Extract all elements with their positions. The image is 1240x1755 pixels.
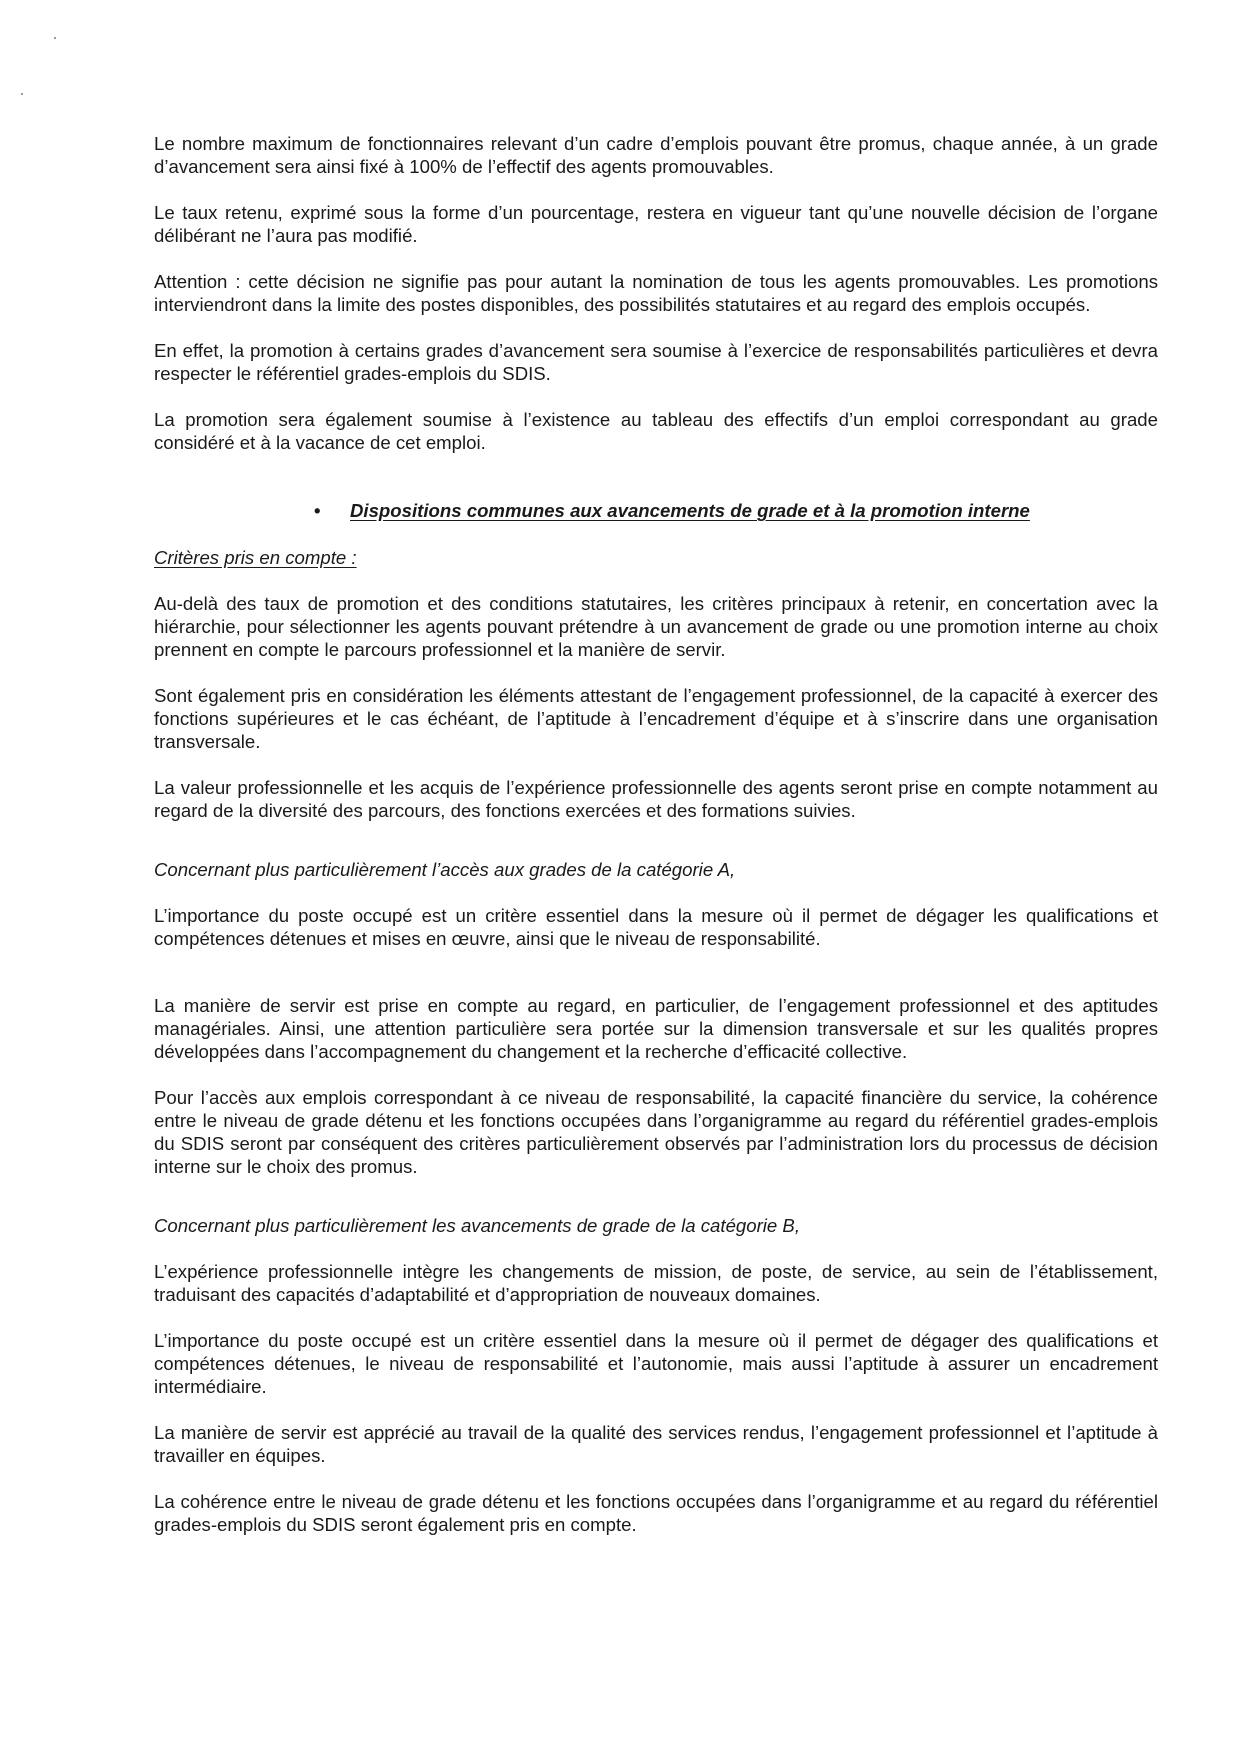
paragraph: La valeur professionnelle et les acquis de l’expérience professionnelle des agents seront prise en compte notamment au regard de la diversité des parcours, des fonctions exercées et des formations suivies. <box>154 777 1158 821</box>
paragraph: Sont également pris en considération les éléments attestant de l’engagement professionnel, de la capacité à exercer des fonctions supérieures et le cas échéant, de l’aptitude à l’encadrement d’équipe et à s’inscrire dans une organisation transversale. <box>154 685 1158 752</box>
category-b-intro: Concernant plus particulièrement les avancements de grade de la catégorie B, <box>154 1215 800 1236</box>
paragraph: La manière de servir est prise en compte au regard, en particulier, de l’engagement professionnel et des aptitudes managériales. Ainsi, une attention particulière sera portée sur la dimension transversale et sur les qualités propres développées dans l’accompagnement du changement et la recherche d’efficacité collective. <box>154 995 1158 1062</box>
criteria-heading: Critères pris en compte : <box>154 547 357 568</box>
paragraph: Le nombre maximum de fonctionnaires relevant d’un cadre d’emplois pouvant être promus, chaque année, à un grade d’avancement sera ainsi fixé à 100% de l’effectif des agents promouvables. <box>154 133 1158 177</box>
section-heading <box>154 499 1158 522</box>
paragraph: La cohérence entre le niveau de grade détenu et les fonctions occupées dans l’organigramme et au regard du référentiel grades-emplois du SDIS seront également pris en compte. <box>154 1491 1158 1535</box>
scan-artifact <box>21 93 23 95</box>
paragraph: L’expérience professionnelle intègre les changements de mission, de poste, de service, au sein de l’établissement, traduisant des capacités d’adaptabilité et d’appropriation de nouveaux domaines. <box>154 1261 1158 1305</box>
paragraph: L’importance du poste occupé est un critère essentiel dans la mesure où il permet de dégager des qualifications et compétences détenues, le niveau de responsabilité et l’autonomie, mais aussi l’aptitude à assurer un encadrement intermédiaire. <box>154 1330 1158 1397</box>
paragraph: Attention : cette décision ne signifie pas pour autant la nomination de tous les agents promouvables. Les promotions interviendront dans la limite des postes disponibles, des possibilités statutaires et au regard des emplois occupés. <box>154 271 1158 315</box>
scan-artifact <box>54 37 56 39</box>
paragraph: Au-delà des taux de promotion et des conditions statutaires, les critères principaux à retenir, en concertation avec la hiérarchie, pour sélectionner les agents pouvant prétendre à un avancement de grade ou une promotion interne au choix prennent en compte le parcours professionnel et la manière de servir. <box>154 593 1158 660</box>
paragraph: En effet, la promotion à certains grades d’avancement sera soumise à l’exercice de responsabilités particulières et devra respecter le référentiel grades-emplois du SDIS. <box>154 340 1158 384</box>
paragraph: Pour l’accès aux emplois correspondant à ce niveau de responsabilité, la capacité financière du service, la cohérence entre le niveau de grade détenu et les fonctions occupées dans l’organigramme au regard du référentiel grades-emplois du SDIS seront par conséquent des critères particulièrement observés par l’administration lors du processus de décision interne sur le choix des promus. <box>154 1087 1158 1177</box>
document-page <box>154 132 1158 1536</box>
category-a-intro: Concernant plus particulièrement l’accès aux grades de la catégorie A, <box>154 859 736 880</box>
paragraph: La manière de servir est apprécié au travail de la qualité des services rendus, l’engagement professionnel et l’aptitude à travailler en équipes. <box>154 1422 1158 1466</box>
paragraph: Le taux retenu, exprimé sous la forme d’un pourcentage, restera en vigueur tant qu’une nouvelle décision de l’organe délibérant ne l’aura pas modifié. <box>154 202 1158 246</box>
paragraph: L’importance du poste occupé est un critère essentiel dans la mesure où il permet de dégager les qualifications et compétences détenues et mises en œuvre, ainsi que le niveau de responsabilité. <box>154 905 1158 949</box>
paragraph: La promotion sera également soumise à l’existence au tableau des effectifs d’un emploi correspondant au grade considéré et à la vacance de cet emploi. <box>154 409 1158 453</box>
bullet-icon: • <box>314 500 321 521</box>
section-title: Dispositions communes aux avancements de grade et à la promotion interne <box>350 500 1030 521</box>
